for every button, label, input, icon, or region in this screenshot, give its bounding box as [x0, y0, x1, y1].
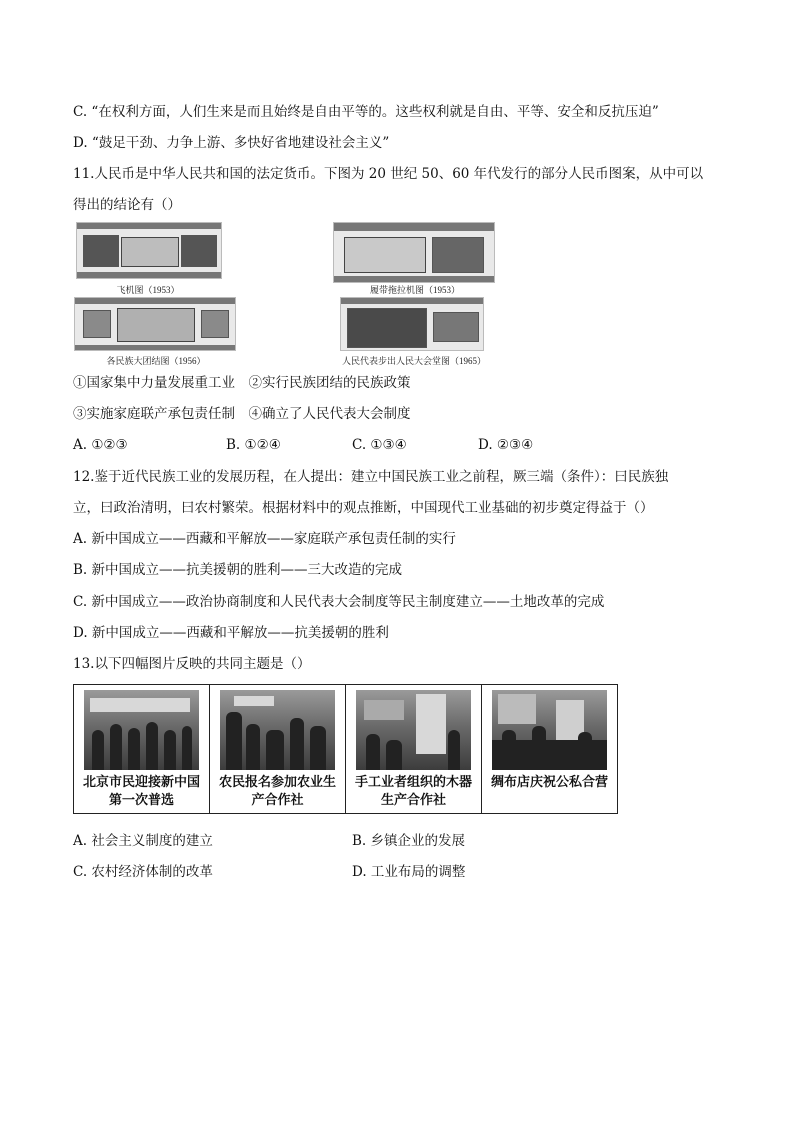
q11-stem-line-1: 11.人民币是中华人民共和国的法定货币。下图为 20 世纪 50、60 年代发行的部分人民币图案，从中可以 [73, 166, 704, 182]
election-photo [84, 690, 199, 770]
banknote-airplane-image [76, 222, 222, 279]
cooperative-signup-photo [220, 690, 335, 770]
banknote-unity-caption: 各民族大团结图（1956） [106, 356, 206, 367]
q13-option-b: B. 乡镇企业的发展 [352, 833, 466, 849]
q11-option-c: C. ①③④ [352, 437, 407, 453]
q12-option-c: C. 新中国成立——政治协商制度和人民代表大会制度等民主制度建立——土地改革的完成 [73, 594, 605, 610]
banknote-representatives-caption: 人民代表步出人民大会堂图（1965） [341, 356, 487, 367]
q11-options [73, 435, 713, 455]
q13-photo-caption-3: 手工业者组织的木器生产合作社 [354, 775, 472, 808]
q13-photo-cell-3 [346, 685, 482, 813]
q13-option-a: A. 社会主义制度的建立 [73, 833, 213, 849]
q11-statements-1-2: ①国家集中力量发展重工业 ②实行民族团结的民族政策 [73, 375, 411, 391]
q13-option-d: D. 工业布局的调整 [352, 864, 466, 880]
q13-photo-caption-1: 北京市民迎接新中国第一次普选 [82, 775, 200, 808]
q13-photo-cell-4 [482, 685, 617, 813]
banknote-airplane-caption: 飞机图（1953） [116, 285, 180, 296]
q11-option-b: B. ①②④ [226, 437, 281, 453]
q12-stem-line-1: 12.鉴于近代民族工业的发展历程，在人提出：建立中国民族工业之前程，厥三端（条件）：曰民族独 [73, 469, 669, 485]
banknote-unity-image [74, 297, 236, 351]
q12-option-a: A. 新中国成立——西藏和平解放——家庭联产承包责任制的实行 [73, 531, 456, 547]
q13-photo-table [73, 684, 618, 814]
q11-option-a: A. ①②③ [73, 437, 128, 453]
q13-photo-caption-2: 农民报名参加农业生产合作社 [218, 775, 336, 808]
banknote-representatives-image [340, 297, 484, 351]
q12-stem-line-2: 立，曰政治清明，曰农村繁荣。根据材料中的观点推断，中国现代工业基础的初步奠定得益于（） [73, 500, 654, 516]
banknote-tractor-caption: 履带拖拉机图（1953） [369, 285, 461, 296]
q13-photo-cell-1 [74, 685, 210, 813]
q11-statements-3-4: ③实施家庭联产承包责任制 ④确立了人民代表大会制度 [73, 406, 411, 422]
q13-photo-caption-4: 绸布店庆祝公私合营 [490, 775, 608, 790]
q13-photo-cell-2 [210, 685, 346, 813]
q12-option-b: B. 新中国成立——抗美援朝的胜利——三大改造的完成 [73, 562, 403, 578]
q13-option-c: C. 农村经济体制的改革 [73, 864, 213, 880]
banknote-tractor-image [333, 222, 495, 283]
q10-option-c: C. “在权利方面，人们生来是而且始终是自由平等的。这些权利就是自由、平等、安全和反抗压迫” [73, 104, 659, 120]
q10-option-d: D. “鼓足干劲、力争上游、多快好省地建设社会主义” [73, 135, 390, 151]
q12-option-d: D. 新中国成立——西藏和平解放——抗美援朝的胜利 [73, 625, 389, 641]
q13-stem: 13.以下四幅图片反映的共同主题是（） [73, 656, 311, 672]
q11-option-d: D. ②③④ [478, 437, 534, 453]
q11-stem-line-2: 得出的结论有（） [73, 197, 181, 213]
handicraft-cooperative-photo [356, 690, 471, 770]
joint-ownership-celebration-photo [492, 690, 607, 770]
